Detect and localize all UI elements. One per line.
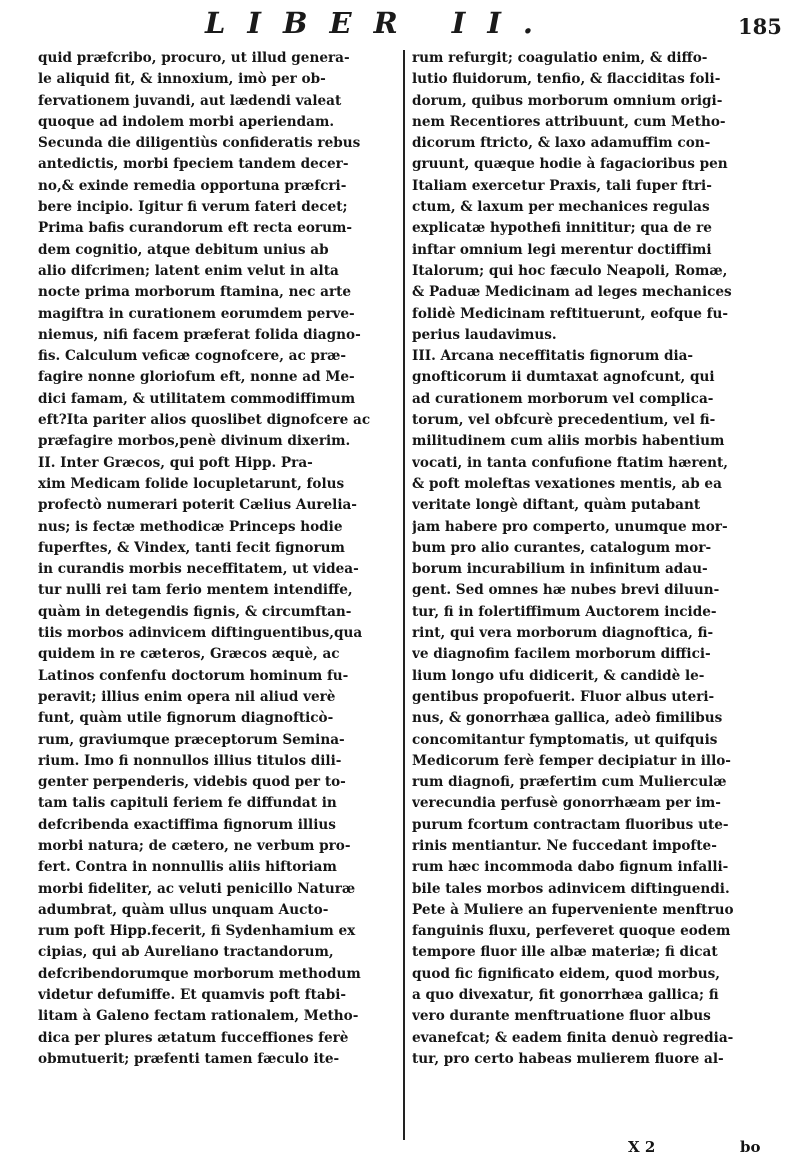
text-line: defcribenda exactiffima fignorum illius [38,816,336,833]
text-line: fert. Contra in nonnullis aliis hiftoriam [38,859,337,876]
text-line: jam habere pro comperto, unumque mor- [412,518,728,535]
text-line: fervationem juvandi, aut lædendi valeat [38,92,342,109]
text-line: borum incurabilium in infinitum adau- [412,561,708,578]
text-line: bile tales morbos adinvicem diftinguendi. [412,880,730,897]
text-line: genter perpenderis, videbis quod per to- [38,774,346,791]
text-line: rum diagnofi, præfertim cum Mulierculæ [412,774,727,791]
text-line: ve diagnofim facilem morborum diffici- [412,646,711,663]
text-line: Secunda die diligentiùs confideratis rebus [38,135,361,152]
text-line: evanefcat; & eadem finita denuò regredia- [412,1029,734,1046]
text-line: dici famam, & utilitatem commodiffimum [38,390,356,407]
text-line: quàm in detegendis fignis, & circumftan- [38,603,352,620]
text-line: rint, qui vera morborum diagnoftica, fi- [412,625,714,642]
text-line: dica per plures ætatum fucceffiones ferè [38,1029,349,1046]
right-column [412,48,772,1070]
running-title: LIBER II. [205,6,555,40]
text-line: morbi natura; de cætero, ne verbum pro- [38,837,351,854]
text-line: lutio fluidorum, tenfio, & flacciditas foli- [412,71,721,88]
text-line: verecundia perfusè gonorrhæam per im- [412,795,721,812]
text-line: concomitantur fymptomatis, ut quifquis [412,731,718,748]
text-line: rum, graviumque præceptorum Semina- [38,731,345,748]
text-line: nus; is fectæ methodicæ Princeps hodie [38,518,343,535]
text-line: tur nulli rei tam ferio mentem intendiffe, [38,582,353,599]
text-line: fanguinis fluxu, perfeveret quoque eodem [412,923,731,940]
text-line: torum, vel obfcurè precedentium, vel fi- [412,412,716,429]
text-line: morbi fideliter, ac veluti penicillo Naturæ [38,880,356,897]
text-line: & Paduæ Medicinam ad leges mechanices [412,284,732,301]
text-line: lium longo ufu didicerit, & candidè le- [412,667,705,684]
text-line: rinis mentiantur. Ne fuccedant impofte- [412,837,717,854]
text-line: Medicorum ferè femper decipiatur in illo- [412,752,731,769]
text-line: fagire nonne gloriofum eft, nonne ad Me- [38,369,355,386]
text-line: niemus, nifi facem præferat folida diagno- [38,326,361,343]
text-line: litam à Galeno fectam rationalem, Metho- [38,1008,359,1025]
text-line: gentibus propofuerit. Fluor albus uteri- [412,688,715,705]
text-line: dicorum ftricto, & laxo adamuffim con- [412,135,711,152]
text-line: videtur defumiffe. Et quamvis poft ftabi- [38,987,347,1004]
text-line: tiis morbos adinvicem diftinguentibus,qua [38,625,363,642]
text-line: perius laudavimus. [412,326,557,343]
page-number: 185 [738,14,782,39]
text-line: explicatæ hypothefi innititur; qua de re [412,220,712,237]
text-line: militudinem cum aliis morbis habentium [412,433,725,450]
text-line: in curandis morbis neceffitatem, ut videa- [38,561,359,578]
text-line: folidè Medicinam reftituerunt, eofque fu- [412,305,729,322]
text-line: tam talis capituli feriem fe diffundat in [38,795,337,812]
column-divider [403,50,405,1140]
text-line: nus, & gonorrhæa gallica, adeò fimilibus [412,710,723,727]
text-line: magiftra in curationem eorumdem perve- [38,305,355,322]
text-line: rum hæc incommoda dabo fignum infalli- [412,859,729,876]
text-line: funt, quàm utile fignorum diagnofticò- [38,710,334,727]
text-line: a quo divexatur, fit gonorrhæa gallica; fi [412,987,719,1004]
text-line: vocati, in tanta confufione ftatim hærent, [412,454,729,471]
text-line: & poft moleftas vexationes mentis, ab ea [412,475,722,492]
text-line: quod fic fignificato eidem, quod morbus, [412,965,720,982]
text-line: no,& exinde remedia opportuna præfcri- [38,177,347,194]
text-line: III. Arcana neceffitatis fignorum dia- [412,348,694,365]
text-line: ad curationem morborum vel complica- [412,390,714,407]
text-line: obmutuerit; præfenti tamen fæculo ite- [38,1050,340,1067]
text-line: alio difcrimen; latent enim velut in alta [38,262,339,279]
text-line: tur, fi in folertiffimum Auctorem incide- [412,603,717,620]
signature-mark: X 2 [628,1138,656,1156]
text-line: rum poft Hipp.fecerit, fi Sydenhamium ex [38,923,356,940]
text-line: bere incipio. Igitur fi verum fateri decet; [38,199,348,216]
text-line: ctum, & laxum per mechanices regulas [412,199,710,216]
text-line: veritate longè diftant, quàm putabant [412,497,701,514]
text-line: antedictis, morbi fpeciem tandem decer- [38,156,349,173]
text-line: purum fcortum contractam fluoribus ute- [412,816,729,833]
text-line: quidem in re cæteros, Græcos æquè, ac [38,646,340,663]
text-line: nocte prima morborum ftamina, nec arte [38,284,352,301]
text-line: le aliquid fit, & innoxium, imò per ob- [38,71,326,88]
text-line: defcribendorumque morborum methodum [38,965,361,982]
text-line: Prima bafis curandorum eft recta eorum- [38,220,353,237]
catchword: bo [740,1138,761,1156]
text-line: rium. Imo fi nonnullos illius titulos dili- [38,752,342,769]
text-line: xim Medicam folide locupletarunt, folus [38,475,345,492]
text-line: præfagire morbos,penè divinum dixerim. [38,433,351,450]
text-line: rum refurgit; coagulatio enim, & diffo- [412,50,708,66]
text-line: bum pro alio curantes, catalogum mor- [412,539,712,556]
text-line: quid præfcribo, procuro, ut illud genera- [38,50,350,66]
text-line: tempore fluor ille albæ materiæ; fi dicat [412,944,718,961]
left-column [38,48,398,1070]
text-line: tur, pro certo habeas mulierem fluore al- [412,1050,724,1067]
text-line: eft?Ita pariter alios quoslibet dignofcere ac [38,412,371,429]
text-line: gent. Sed omnes hæ nubes brevi diluun- [412,582,720,599]
text-line: Italiam exercetur Praxis, tali fuper ftri- [412,177,712,194]
text-line: Pete à Muliere an fuperveniente menftruo [412,901,734,918]
text-line: quoque ad indolem morbi aperiendam. [38,113,335,130]
footer [0,1138,800,1164]
text-line: profectò numerari poterit Cælius Aurelia- [38,497,357,514]
text-line: inftar omnium legi merentur doctiffimi [412,241,712,258]
text-line: gruunt, quæque hodie à fagacioribus pen [412,156,728,173]
text-line: cipias, qui ab Aureliano tractandorum, [38,944,334,961]
text-line: gnofticorum ii dumtaxat agnofcunt, qui [412,369,715,386]
text-line: dorum, quibus morborum omnium origi- [412,92,723,109]
page-header [0,6,800,46]
text-line: fis. Calculum veficæ cognofcere, ac præ- [38,348,347,365]
text-line: Italorum; qui hoc fæculo Neapoli, Romæ, [412,262,728,279]
text-line: Latinos confenfu doctorum hominum fu- [38,667,349,684]
text-line: nem Recentiores attribuunt, cum Metho- [412,113,726,130]
text-line: II. Inter Græcos, qui poft Hipp. Pra- [38,454,313,471]
text-line: adumbrat, quàm ullus unquam Aucto- [38,901,329,918]
text-line: peravit; illius enim opera nil aliud verè [38,688,336,705]
text-line: dem cognitio, atque debitum unius ab [38,241,329,258]
text-line: fuperftes, & Vindex, tanti fecit fignorum [38,539,345,556]
text-line: vero durante menftruatione fluor albus [412,1008,711,1025]
